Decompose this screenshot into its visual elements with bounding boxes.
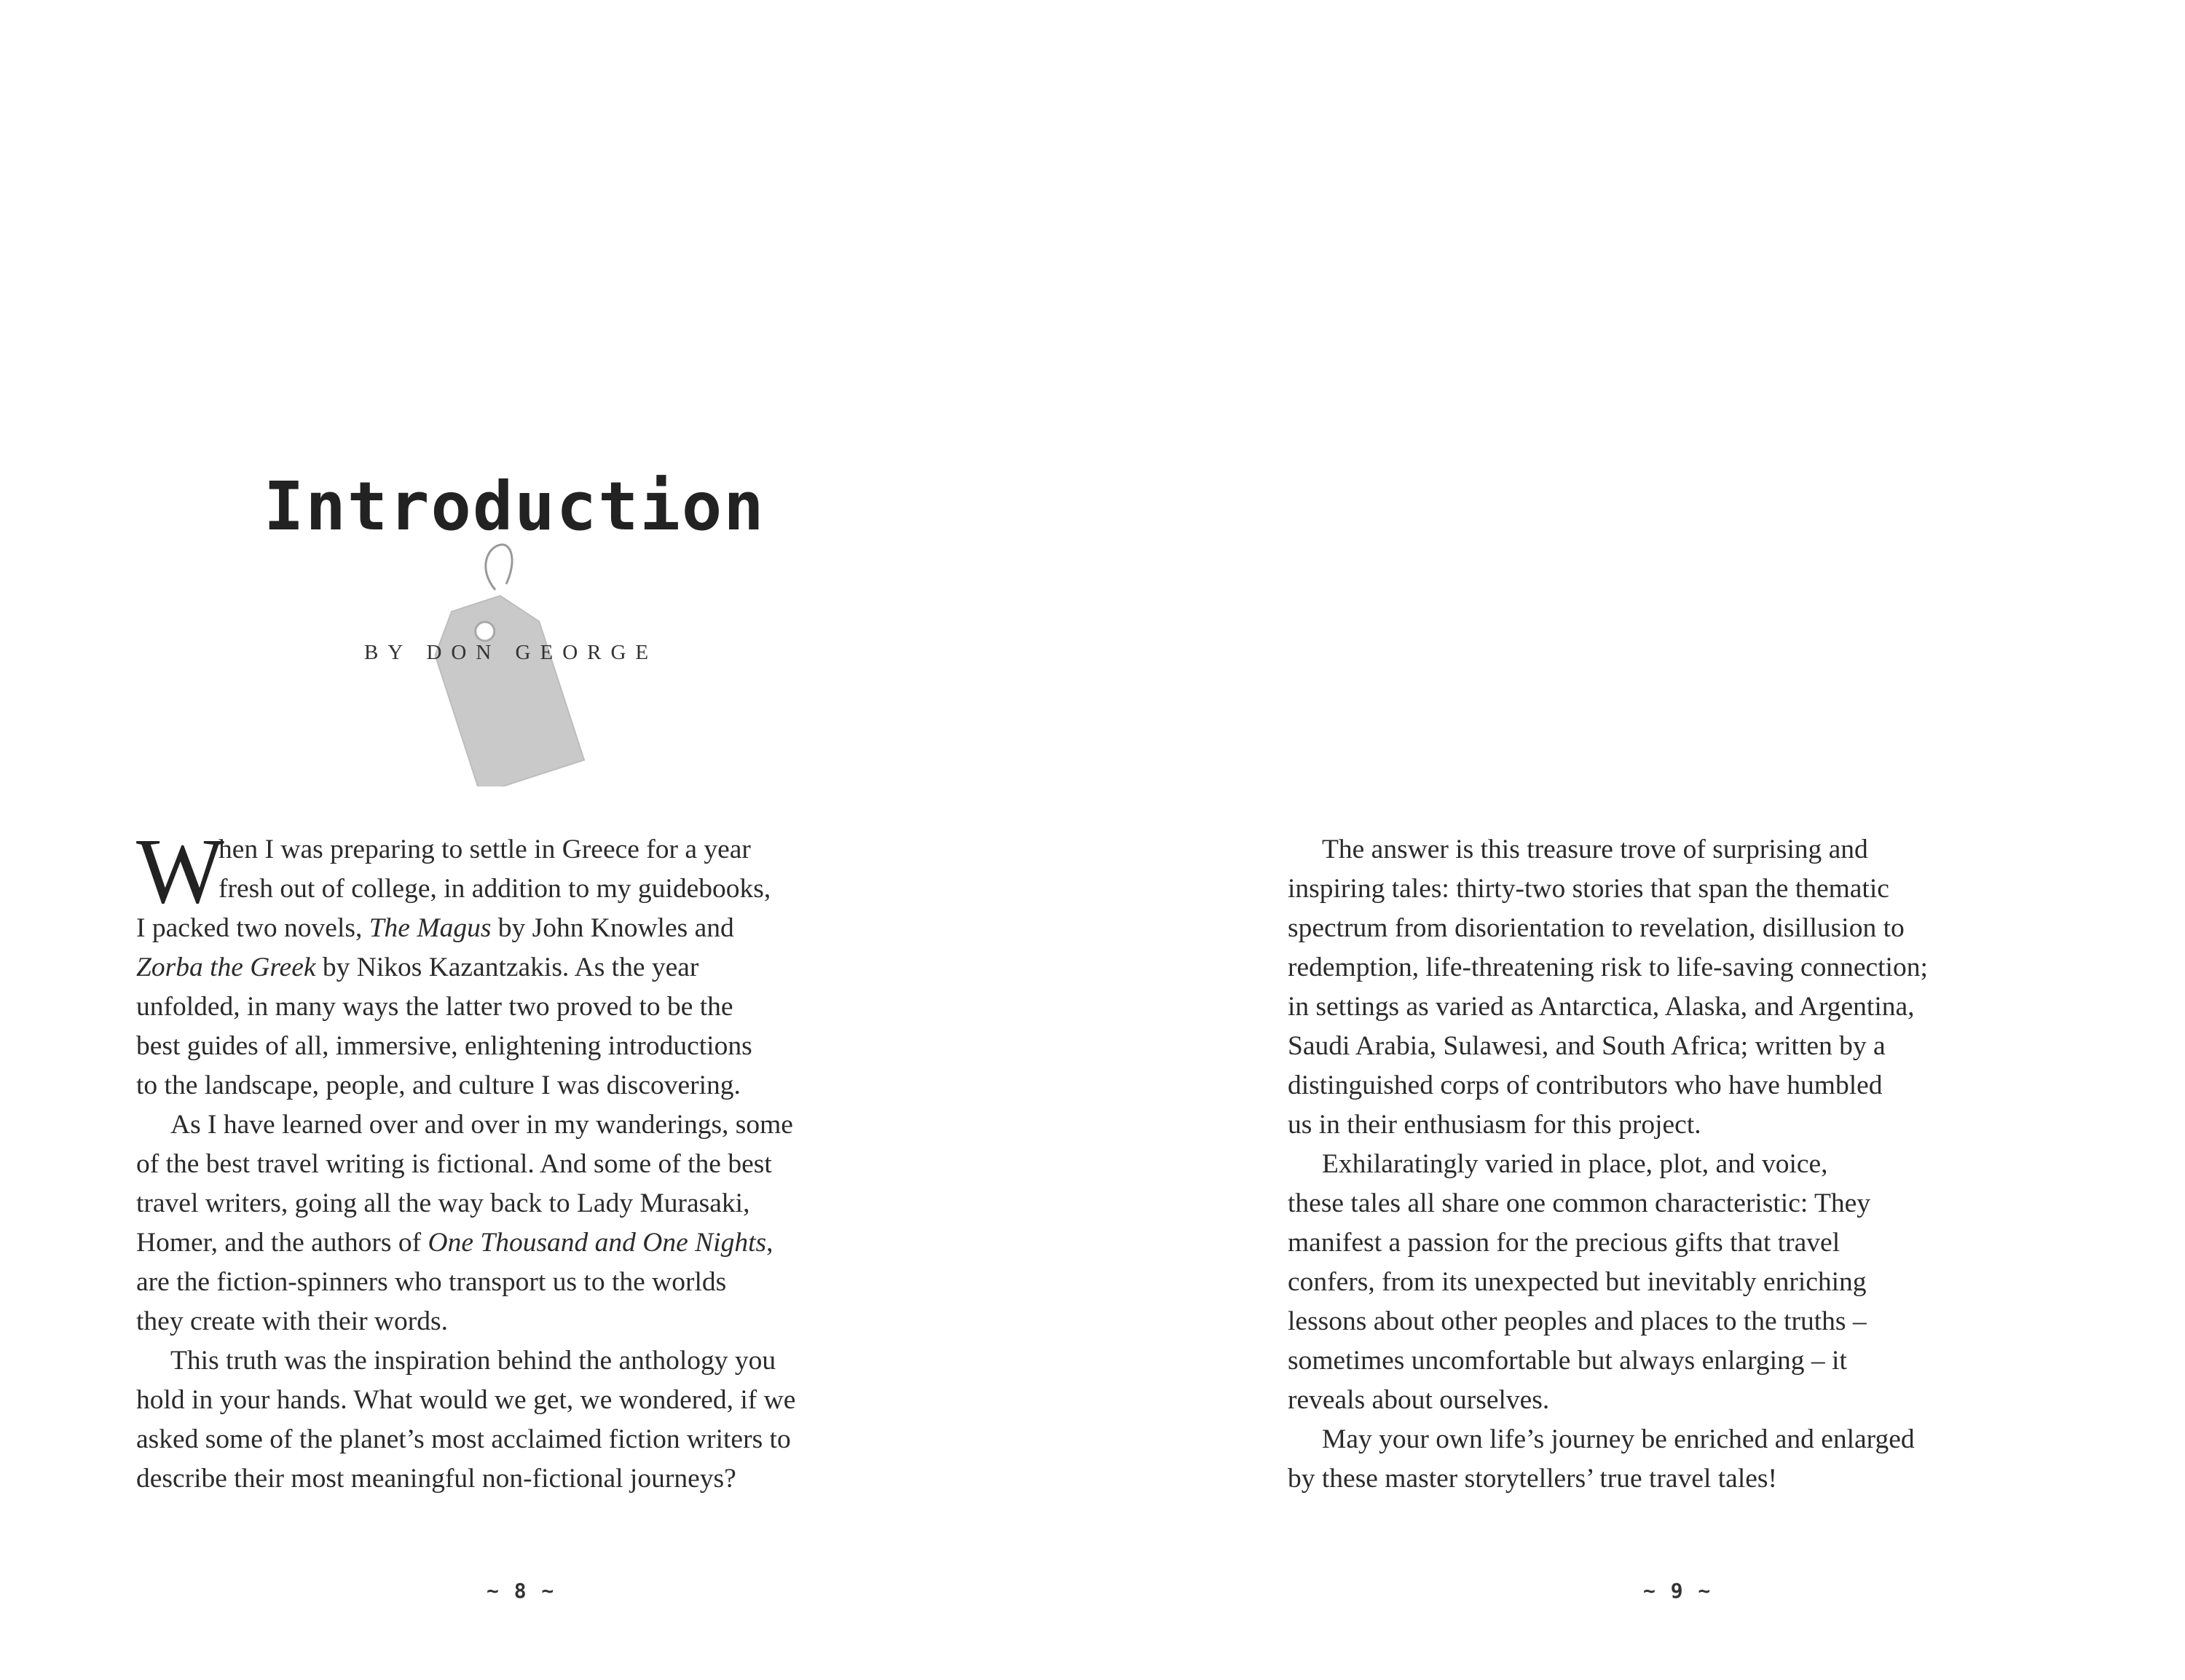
text-line: unfolded, in many ways the latter two proved to be the xyxy=(136,992,733,1022)
text-line: these tales all share one common characteristic: They xyxy=(1288,1188,1871,1218)
text-line: Saudi Arabia, Sulawesi, and South Africa; written by a xyxy=(1288,1031,1886,1061)
text-line: confers, from its unexpected but inevitably enriching xyxy=(1288,1267,1867,1297)
text-line: reveals about ourselves. xyxy=(1288,1385,1550,1415)
text-line: hen I was preparing to settle in Greece for a year xyxy=(219,835,751,864)
text-line: May your own life’s journey be enriched and enlarged xyxy=(1322,1424,1915,1454)
text-line: best guides of all, immersive, enlightening introductions xyxy=(136,1031,752,1061)
left-body-text xyxy=(136,819,796,1499)
text-line: to the landscape, people, and culture I was discovering. xyxy=(136,1070,741,1100)
text-line: by these master storytellers’ true travel tales! xyxy=(1288,1464,1777,1494)
text-line: distinguished corps of contributors who have humbled xyxy=(1288,1070,1883,1100)
book-title: Zorba the Greek xyxy=(136,953,316,982)
text-line: I packed two novels, The Magus by John Knowles and xyxy=(136,913,734,943)
first-paragraph xyxy=(136,819,795,923)
text-line: in settings as varied as Antarctica, Alaska, and Argentina, xyxy=(1288,992,1915,1022)
drop-cap: W xyxy=(136,819,224,923)
text-line: travel writers, going all the way back to Lady Murasaki, xyxy=(136,1188,750,1218)
text-line: Exhilaratingly varied in place, plot, and voice, xyxy=(1322,1149,1828,1179)
book-title: The Magus xyxy=(369,913,492,943)
text-line: asked some of the planet’s most acclaimed fiction writers to xyxy=(136,1424,791,1454)
text-line: us in their enthusiasm for this project. xyxy=(1288,1110,1701,1140)
text-line: sometimes uncomfortable but always enlarging – it xyxy=(1288,1346,1847,1376)
text-line: Homer, and the authors of One Thousand and One Nights, xyxy=(136,1228,773,1258)
page-number: ~ 8 ~ xyxy=(487,1579,556,1603)
text-line: spectrum from disorientation to revelation, disillusion to xyxy=(1288,913,1905,943)
text-line: lessons about other peoples and places to the truths – xyxy=(1288,1306,1867,1336)
right-page xyxy=(1092,0,2185,1680)
text-line: hold in your hands. What would we get, we wondered, if we xyxy=(136,1385,796,1415)
text-line: As I have learned over and over in my wanderings, some xyxy=(170,1110,793,1140)
text-line: of the best travel writing is fictional. And some of the best xyxy=(136,1149,772,1179)
text-line: The answer is this treasure trove of surprising and xyxy=(1322,835,1868,864)
text-line: Zorba the Greek by Nikos Kazantzakis. As the year xyxy=(136,953,699,982)
text-line: fresh out of college, in addition to my guidebooks, xyxy=(219,874,771,904)
text-line: redemption, life-threatening risk to life-saving connection; xyxy=(1288,953,1928,982)
text-line: are the fiction-spinners who transport us to the worlds xyxy=(136,1267,727,1297)
chapter-title: Introduction xyxy=(264,468,765,545)
byline: BY DON GEORGE xyxy=(364,641,658,664)
left-page xyxy=(0,0,1092,1680)
text-line: they create with their words. xyxy=(136,1306,448,1336)
page-number: ~ 9 ~ xyxy=(1643,1579,1712,1603)
text-line: inspiring tales: thirty-two stories that span the thematic xyxy=(1288,874,1889,904)
text-line: This truth was the inspiration behind the anthology you xyxy=(170,1346,776,1376)
book-title: One Thousand and One Nights xyxy=(428,1228,767,1258)
right-body-text xyxy=(1288,830,1928,1499)
text-line: describe their most meaningful non-fictional journeys? xyxy=(136,1464,736,1494)
text-line: manifest a passion for the precious gifts that travel xyxy=(1288,1228,1840,1258)
